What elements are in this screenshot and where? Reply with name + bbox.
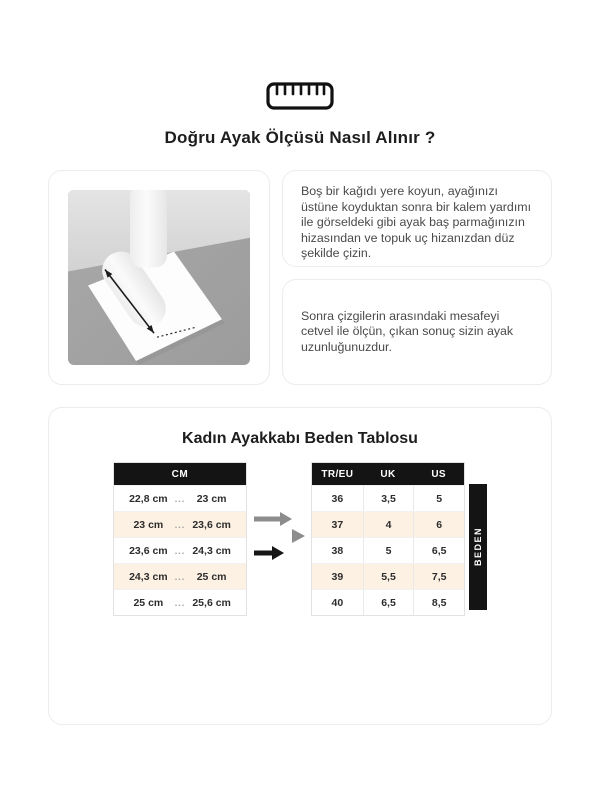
size-table-title: Kadın Ayakkabı Beden Tablosu [182, 430, 418, 447]
measurement-guide-section [48, 170, 552, 385]
table-row: 37 4 6 [312, 511, 464, 537]
instruction-step-1-text: Boş bir kağıdı yere koyun, ayağınızı üstüne koyduktan sonra bir kalem yardımı ile görseldeki gibi ayak baş parmağınızın hizasından ve topuk uç hizanızdan düz şekilde çizin. [301, 184, 532, 260]
instruction-texts [282, 170, 552, 385]
page-title: Doğru Ayak Ölçüsü Nasıl Alınır ? [164, 128, 436, 147]
foot-measurement-photo [68, 190, 250, 365]
triple-right-arrows-icon [250, 510, 308, 562]
foot-on-paper-illustration [68, 190, 250, 365]
conversion-table-header: TR/EU UK US [312, 463, 464, 485]
size-tables [49, 462, 551, 616]
table-row: 23,6 cm ... 24,3 cm [114, 537, 246, 563]
size-conversion-table [311, 462, 465, 616]
instruction-step-2-card [282, 279, 552, 385]
size-table-section [48, 407, 552, 725]
foot-measurement-photo-card [48, 170, 270, 385]
cm-table-header: CM [114, 463, 246, 485]
table-row: 40 6,5 8,5 [312, 589, 464, 615]
table-row: 25 cm ... 25,6 cm [114, 589, 246, 615]
table-row: 23 cm ... 23,6 cm [114, 511, 246, 537]
beden-side-label: BEDEN [469, 484, 487, 610]
table-row: 36 3,5 5 [312, 485, 464, 511]
instruction-step-1-card [282, 170, 552, 267]
table-row: 39 5,5 7,5 [312, 563, 464, 589]
table-row: 38 5 6,5 [312, 537, 464, 563]
table-row: 22,8 cm ... 23 cm [114, 485, 246, 511]
cm-range-table [113, 462, 247, 616]
table-row: 24,3 cm ... 25 cm [114, 563, 246, 589]
conversion-arrows [250, 462, 308, 562]
instruction-step-2-text: Sonra çizgilerin arasındaki mesafeyi cetvel ile ölçün, çıkan sonuç sizin ayak uzunluğunuzdur. [301, 308, 514, 354]
ruler-icon [266, 82, 334, 110]
